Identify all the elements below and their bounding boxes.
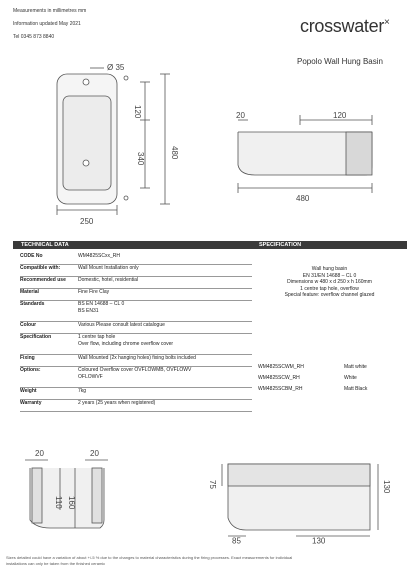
finish-codes [258, 364, 401, 397]
telephone: Tel 0345 873 8840 [13, 34, 55, 40]
dim-75: 75 [208, 480, 217, 489]
brand-logo [300, 16, 390, 37]
dim-20b: 20 [90, 449, 99, 458]
tech-row-compatible: Compatible with: Wall Mount Installation only [20, 265, 252, 277]
finish-row: WM4825SCWM_RH Matt white [258, 364, 367, 370]
profile-view [222, 464, 378, 536]
dim-130-profile: 130 [382, 480, 391, 494]
spec-line: EN 31/EN 14688 – CL 0 [302, 272, 357, 279]
dim-20-side: 20 [236, 111, 245, 120]
dim-hole-dia: Ø 35 [107, 63, 125, 72]
brand-name: crosswater [300, 16, 385, 36]
dim-250: 250 [80, 217, 94, 226]
footer-note [6, 555, 410, 566]
tech-row-options: Options: Coloured Overflow cover OVFLOWMB, OVFLOWV OFLOWVF [20, 367, 252, 388]
tech-row-material: Material Fine Fire Clay [20, 289, 252, 301]
tech-row-code: CODE No WM4825SCxx_RH [20, 253, 252, 265]
front-view [57, 68, 170, 215]
updated-note: Information updated May 2021 [13, 21, 81, 27]
tech-row-specification: Specification 1 centre tap hole Over flow, including chrome overflow cover [20, 334, 252, 355]
spec-line: Dimensions w 480 x d 250 x h 160mm [287, 279, 372, 285]
technical-table [20, 253, 252, 412]
end-view [25, 460, 108, 528]
dim-120-side: 120 [333, 111, 347, 120]
dim-130b: 130 [312, 536, 326, 546]
specification-heading: SPECIFICATION [253, 241, 407, 249]
spec-line: 1 centre tap hole, overflow [300, 285, 359, 292]
tech-row-standards: Standards BS EN 14688 – CL 0 BS EN31 [20, 301, 252, 322]
tech-row-weight: Weight 7kg [20, 388, 252, 400]
footer-line-2: installations can only be taken from the finished ceramic [6, 560, 106, 566]
dim-85: 85 [232, 536, 241, 546]
dim-110: 110 [54, 496, 63, 509]
measurements-note: Measurements in millimetres mm [13, 8, 87, 14]
dim-120-front: 120 [133, 105, 142, 119]
finish-row: WM4825SCW_RH White [258, 375, 357, 381]
spec-line: Special feature: overflow channel glazed [284, 292, 375, 298]
tech-row-warranty: Warranty 2 years (25 years when registered) [20, 400, 252, 412]
top-drawings [0, 60, 416, 225]
technical-data-heading: TECHNICAL DATA [13, 241, 261, 249]
tech-row-colour: Colour Various Please consult latest catalogue [20, 322, 252, 334]
dim-340: 340 [136, 152, 145, 166]
tech-row-fixing: Fixing Wall Mounted (2x hanging holes) fixing bolts included [20, 355, 252, 367]
specification-text [258, 266, 401, 299]
footer-line-1: Sizes detailed could have a variation of about +/-5 % due to the changes to material characteristics during the firing processes. Exact measurements for individual [6, 555, 293, 560]
tech-row-use: Recommended use Domestic, hotel, residential [20, 277, 252, 289]
product-title: Popolo Wall Hung Basin [297, 57, 383, 66]
brand-x-icon: × [384, 17, 390, 28]
dim-160: 160 [67, 496, 76, 510]
side-view [238, 115, 372, 193]
spec-line: Wall hung basin [311, 266, 348, 272]
dim-480-side: 480 [296, 194, 310, 203]
bottom-drawings [0, 440, 416, 546]
dim-20a: 20 [35, 449, 44, 458]
dim-480-front: 480 [170, 146, 179, 160]
finish-row: WM4825SCBM_RH Matt Black [258, 386, 368, 392]
